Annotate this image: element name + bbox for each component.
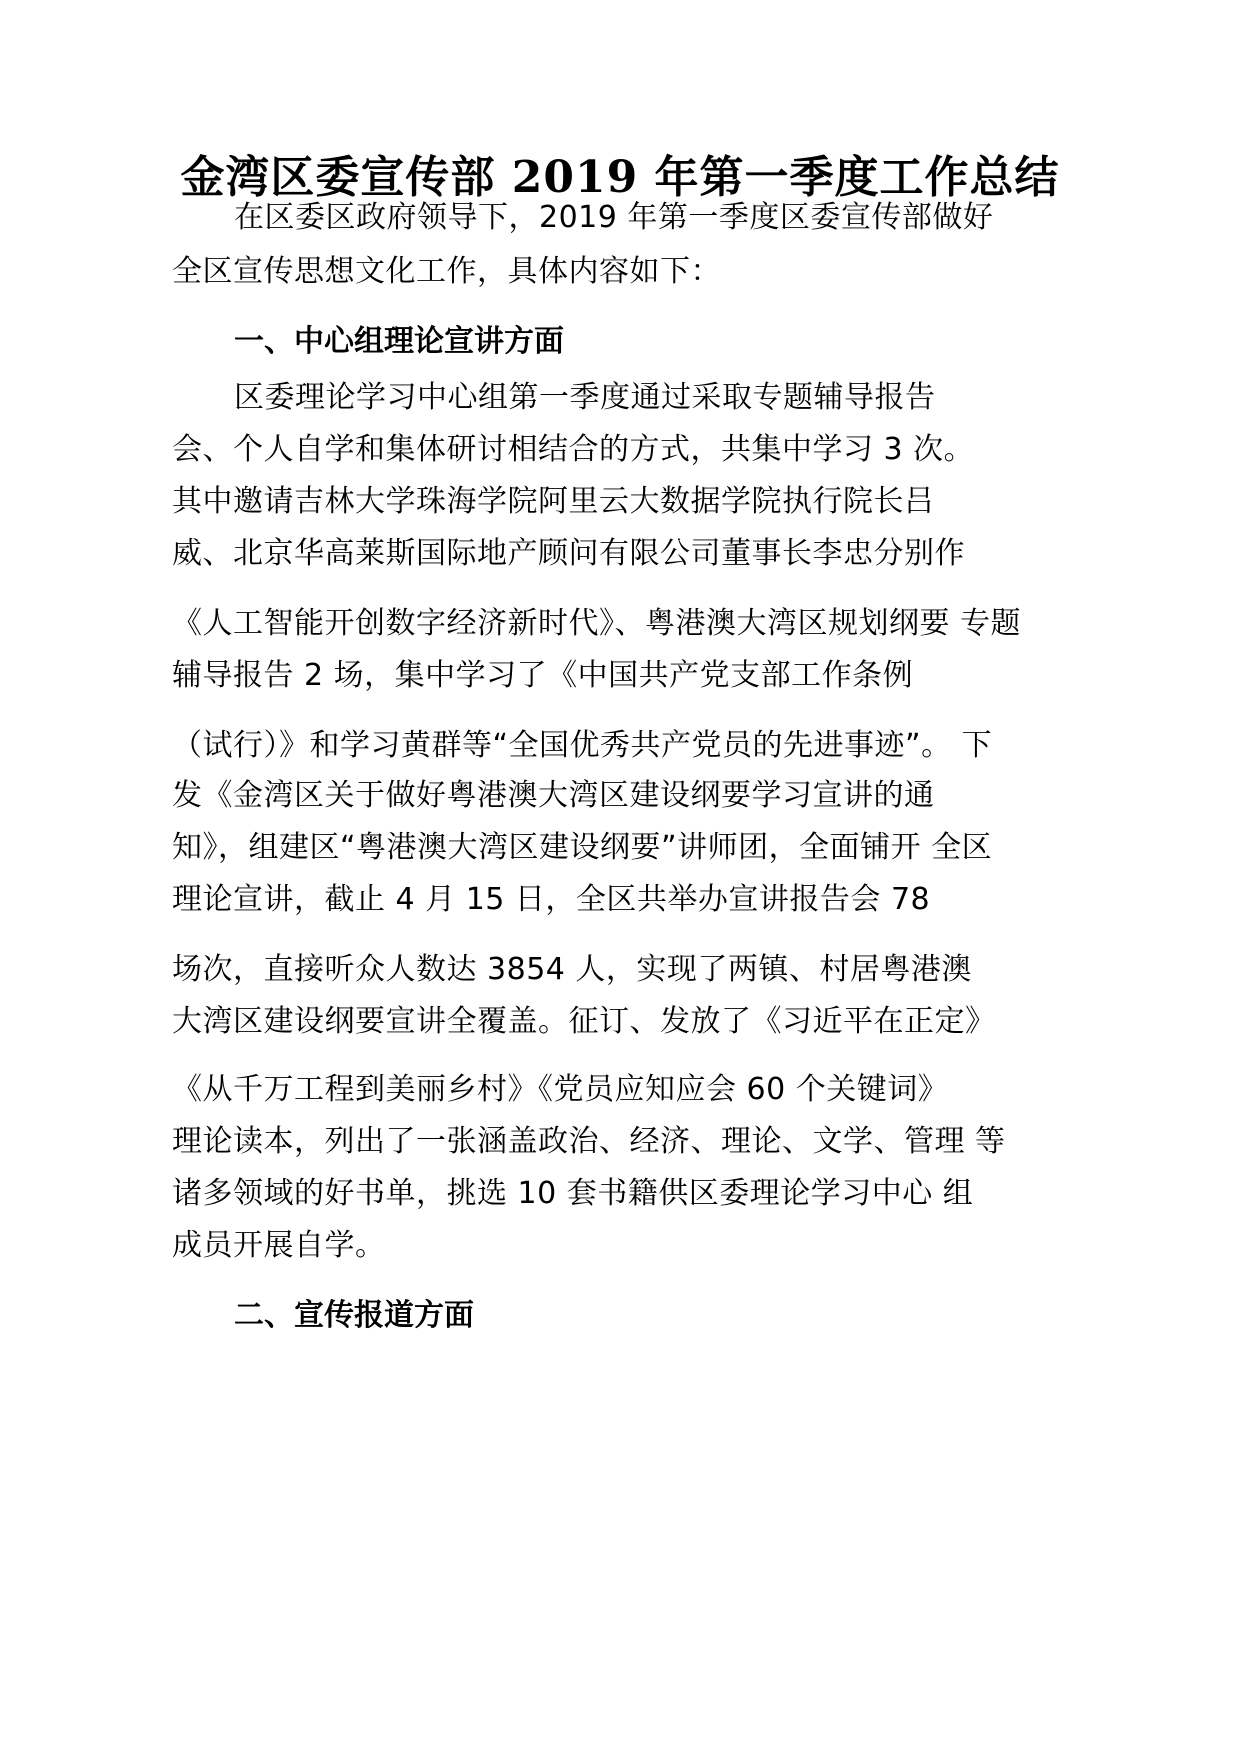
section1-line-16: 成员开展自学。 [172, 1228, 386, 1263]
document-title: 金湾区委宣传部 2019 年第一季度工作总结 [180, 152, 1060, 203]
section1-line-1: 区委理论学习中心组第一季度通过采取专题辅导报告 [234, 380, 936, 415]
section1-line-4: 威、北京华高莱斯国际地产顾问有限公司董事长李忠分别作 [172, 536, 965, 571]
section2-heading: 二、宣传报道方面 [234, 1298, 474, 1333]
section1-line-10: 理论宣讲，截止 4 月 15 日，全区共举办宣讲报告会 78 [172, 882, 931, 917]
section1-line-13: 《从千万工程到美丽乡村》《党员应知应会 60 个关键词》 [172, 1072, 949, 1107]
section1-line-2: 会、个人自学和集体研讨相结合的方式，共集中学习 3 次。 [172, 432, 975, 467]
section1-line-6: 辅导报告 2 场，集中学习了《中国共产党支部工作条例 [172, 658, 914, 693]
section1-line-9: 知》，组建区“粤港澳大湾区建设纲要”讲师团，全面铺开 全区 [172, 830, 993, 865]
section1-line-11: 场次，直接听众人数达 3854 人，实现了两镇、村居粤港澳 [172, 952, 972, 987]
section1-line-12: 大湾区建设纲要宣讲全覆盖。征订、发放了《习近平在正定》 [172, 1004, 996, 1039]
section1-line-7: （试行）》和学习黄群等“全国优秀共产党员的先进事迹”。 下 [172, 728, 993, 763]
section1-line-8: 发《金湾区关于做好粤港澳大湾区建设纲要学习宣讲的通 [172, 778, 935, 813]
section1-line-15: 诸多领域的好书单，挑选 10 套书籍供区委理论学习中心 组 [172, 1176, 974, 1211]
intro-line-1: 在区委区政府领导下，2019 年第一季度区委宣传部做好 [234, 200, 994, 235]
section1-line-14: 理论读本，列出了一张涵盖政治、经济、理论、文学、管理 等 [172, 1124, 1006, 1159]
section1-line-5: 《人工智能开创数字经济新时代》、粤港澳大湾区规划纲要 专题 [172, 606, 1022, 641]
intro-line-2: 全区宣传思想文化工作，具体内容如下： [172, 254, 721, 289]
section1-line-3: 其中邀请吉林大学珠海学院阿里云大数据学院执行院长吕 [172, 484, 935, 519]
section1-heading: 一、中心组理论宣讲方面 [234, 324, 564, 359]
